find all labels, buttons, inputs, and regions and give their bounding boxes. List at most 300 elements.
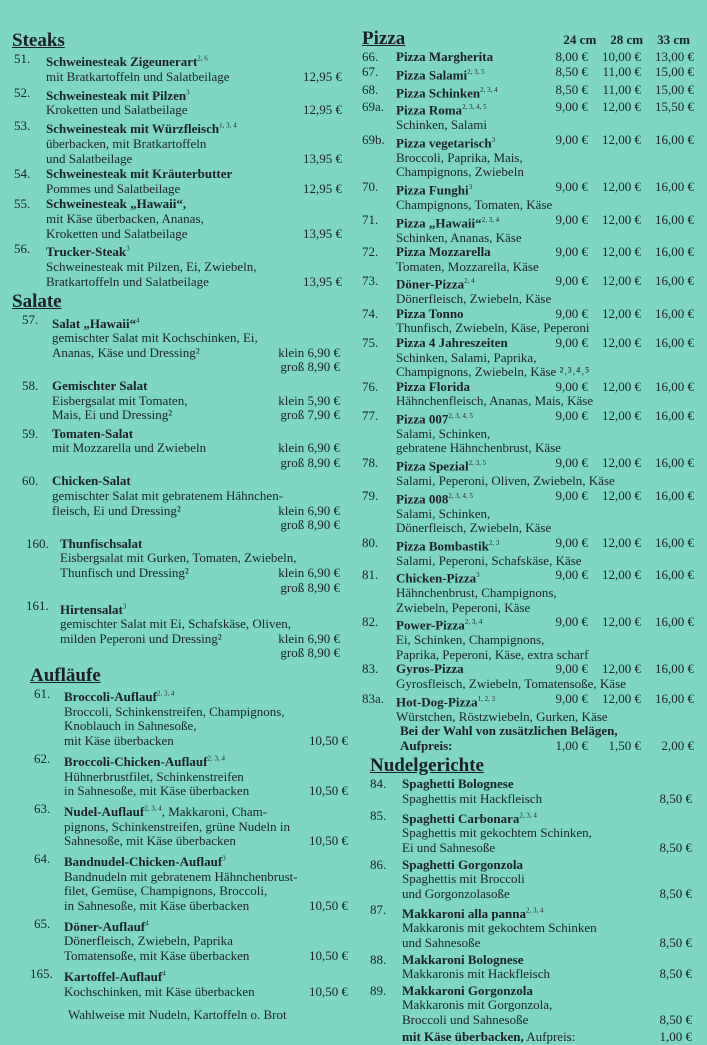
salad-size-line (60, 632, 348, 647)
item-name (402, 906, 544, 921)
item-desc-line (402, 936, 694, 951)
item-desc-line (64, 784, 348, 799)
item-name (52, 316, 140, 331)
item-body (402, 984, 694, 1028)
pizza-prices (535, 65, 694, 83)
item-desc-line (402, 887, 694, 902)
item-desc: Champignons, Zwiebeln (396, 164, 524, 180)
item-price: 16,00 € (655, 487, 694, 503)
item-body (46, 119, 348, 166)
item-name-text: Döner-Auflauf (64, 918, 146, 934)
item-desc-line (46, 103, 348, 118)
item-number: 59. (22, 425, 39, 441)
item-desc-line (64, 949, 348, 964)
item-desc: Champignons, Zwiebeln, Käse ²˒³˒⁴˒⁵ (396, 364, 590, 380)
pizza-prices (535, 133, 694, 151)
item-desc: Sahnesoße, mit Käse überbacken (64, 833, 236, 849)
item-body (64, 852, 348, 914)
item-price: 8,50 € (555, 63, 588, 79)
item-name-text: Pizza Florida (396, 378, 471, 394)
item-number: 65. (34, 915, 51, 931)
size-label: groß (280, 645, 305, 661)
item-price: 12,00 € (602, 273, 641, 289)
item-number: 60. (22, 473, 39, 489)
item-price: 12,00 € (602, 455, 641, 471)
item-desc: Hähnchenfleisch, Ananas, Mais, Käse (396, 393, 594, 409)
item-name-text: Thunfischsalat (60, 535, 143, 551)
menu-item (362, 245, 694, 274)
item-price: 12,00 € (602, 614, 641, 630)
item-desc-line (402, 792, 694, 807)
menu-item (362, 307, 694, 336)
pizza-title-line (396, 536, 694, 554)
item-number: 56. (14, 241, 31, 257)
item-desc-line (46, 275, 348, 290)
item-price: 9,00 € (555, 661, 588, 677)
menu-item (362, 409, 694, 456)
pizza-prices (535, 307, 694, 322)
menu-item (362, 380, 694, 409)
salad-size-line (52, 408, 348, 423)
item-name (46, 121, 237, 136)
item-body (402, 903, 694, 950)
allergen-note: 3 (186, 88, 190, 97)
size-price (280, 408, 340, 423)
allergen-note: 2, 3 (488, 538, 500, 547)
size-price (278, 504, 340, 519)
pizza-prices (535, 336, 694, 351)
menu-item (362, 692, 694, 725)
item-desc-line (46, 70, 348, 85)
menu-item (10, 967, 348, 1000)
size-price (278, 441, 340, 456)
item-desc: Bandnudeln mit gebratenem Hähnchenbrust- (64, 868, 298, 884)
item-body (60, 537, 348, 595)
allergen-note: 1, 2, 3 (477, 694, 496, 703)
item-price: 2,00 € (661, 737, 694, 753)
item-number: 78. (362, 455, 379, 471)
item-desc: Ananas, Käse und Dressing² (52, 344, 200, 360)
item-desc: Hähnchenbrust, Champignons, (396, 585, 557, 601)
salad-size-line (60, 566, 348, 581)
item-price: 16,00 € (655, 378, 694, 394)
item-number: 89. (370, 982, 387, 998)
salad-size-line (60, 581, 348, 596)
allergen-note: 2, 3, 4, 5 (448, 491, 473, 500)
item-body (396, 536, 694, 569)
item-price: 8,50 € (659, 934, 692, 950)
item-number: 160. (26, 535, 49, 551)
item-desc: Eisbergsalat mit Tomaten, (52, 392, 188, 408)
size-price (280, 581, 340, 596)
item-desc: und Sahnesoße (402, 934, 481, 950)
item-name (396, 83, 498, 101)
right-column (362, 28, 694, 1045)
allergen-note: 2, 3, 4 (156, 689, 175, 698)
item-body (396, 50, 694, 65)
item-name (396, 536, 499, 554)
item-number: 161. (26, 598, 49, 614)
item-body (396, 213, 694, 246)
item-price: 9,00 € (555, 179, 588, 195)
size-label: groß (280, 407, 305, 423)
item-desc: Salami, Peperoni, Oliven, Zwiebeln, Käse (396, 472, 615, 488)
item-name (46, 54, 208, 69)
item-desc: Champignons, Tomaten, Käse (396, 196, 553, 212)
item-desc-line (46, 152, 348, 167)
pizza-prices (535, 50, 694, 65)
item-name-text: Pizza Spezial (396, 458, 469, 474)
item-price: 6,90 € (307, 565, 340, 581)
item-desc: Mais, Ei und Dressing² (52, 407, 173, 423)
item-number: 73. (362, 273, 379, 289)
item-price: 13,95 € (303, 273, 342, 289)
menu-item (362, 615, 694, 662)
item-body (396, 336, 694, 380)
extra-label: Aufpreis: (400, 737, 453, 753)
item-desc: Broccoli, Paprika, Mais, (396, 149, 523, 165)
item-name-text: Pizza Bombastik (396, 538, 489, 554)
item-name-text: Makkaroni Bolognese (402, 951, 524, 967)
menu-item (10, 242, 348, 289)
item-price: 6,90 € (307, 344, 340, 360)
item-body (46, 242, 348, 289)
item-name-text: Makkaroni Gorgonzola (402, 982, 533, 998)
menu-item (10, 599, 348, 661)
item-price: 16,00 € (655, 334, 694, 350)
item-body (396, 180, 694, 213)
size-label: klein (278, 502, 305, 518)
section-title-auflaeufe: Aufläufe (30, 664, 101, 686)
item-desc: Ei und Sahnesoße (402, 840, 496, 856)
auflauf-footer-note: Wahlweise mit Nudeln, Kartoffeln o. Brot (68, 1007, 287, 1023)
item-name (396, 489, 473, 507)
pizza-size: 24 cm (563, 32, 597, 47)
item-name (396, 662, 464, 677)
item-number: 76. (362, 378, 379, 394)
item-price: 12,00 € (602, 690, 641, 706)
salad-size-line (52, 346, 348, 361)
menu-item (362, 536, 694, 569)
pizza-title-line (396, 336, 694, 351)
allergen-note: 2, 3, 5 (468, 459, 487, 468)
item-price: 9,00 € (555, 99, 588, 115)
left-column (10, 28, 348, 1023)
item-name (396, 568, 480, 586)
size-label: klein (278, 392, 305, 408)
item-body (396, 65, 694, 83)
item-number: 86. (370, 856, 387, 872)
pizza-prices (535, 409, 694, 427)
item-name-text: Döner-Pizza (396, 276, 465, 292)
item-name (396, 180, 472, 198)
menu-item (362, 83, 694, 101)
item-desc: Pommes und Salatbeilage (46, 180, 181, 196)
item-desc-line (64, 834, 348, 849)
item-name (60, 602, 126, 617)
item-name-text: Schweinesteak mit Würzfleisch (46, 121, 220, 137)
item-name (46, 88, 190, 103)
item-number: 84. (370, 776, 387, 792)
allergen-note: 3 (222, 854, 226, 863)
item-name (46, 196, 186, 211)
item-body (396, 245, 694, 274)
pizza-title-line (396, 213, 694, 231)
item-body (396, 100, 694, 133)
item-body (396, 83, 694, 101)
pizza-title-line (396, 568, 694, 586)
size-price (280, 360, 340, 375)
item-desc: Ei, Schinken, Champignons, (396, 632, 545, 648)
pizza-title-line (396, 662, 694, 677)
item-name-text: Pizza Mozzarella (396, 244, 491, 260)
item-body (396, 568, 694, 615)
item-name-text: Gemischter Salat (52, 377, 148, 393)
item-desc: Kroketten und Salatbeilage (46, 102, 188, 118)
item-number: 51. (14, 51, 31, 66)
item-price: 15,00 € (655, 81, 694, 97)
allergen-note: 4 (136, 316, 140, 325)
extra-toppings-text: Bei der Wahl von zusätzlichen Belägen, (400, 723, 618, 739)
item-desc: mit Mozzarella und Zwiebeln (52, 440, 207, 456)
pizza-title-line (396, 456, 694, 474)
item-price: 9,00 € (555, 407, 588, 423)
item-name-text: Trucker-Steak (46, 244, 127, 260)
item-body (402, 858, 694, 902)
item-price: 16,00 € (655, 567, 694, 583)
item-price: 11,00 € (602, 63, 641, 79)
menu-item (10, 537, 348, 595)
menu-item (362, 489, 694, 536)
pizza-prices (535, 662, 694, 677)
menu-item (362, 456, 694, 489)
item-number: 79. (362, 487, 379, 503)
item-desc: gemischter Salat mit Ei, Schafskäse, Oliven, (60, 616, 292, 632)
allergen-note: 3 (122, 602, 127, 611)
size-price (278, 566, 340, 581)
item-name (396, 336, 508, 351)
item-desc: Dönerfleisch, Zwiebeln, Käse (396, 291, 552, 307)
item-body (64, 917, 348, 964)
item-price: 12,00 € (602, 378, 641, 394)
allergen-note: 2, 3, 4 (481, 215, 500, 224)
item-name (64, 754, 225, 769)
item-body (46, 197, 348, 241)
pizza-title-line (396, 274, 694, 292)
item-desc: mit Käse überbacken (64, 733, 174, 749)
item-price: 1,00 € (555, 737, 588, 753)
pizza-title-line (396, 307, 694, 322)
item-name-text: Chicken-Pizza (396, 570, 477, 586)
menu-item (362, 133, 694, 180)
salad-size-line (52, 518, 348, 533)
item-name (64, 919, 149, 934)
item-number: 88. (370, 951, 387, 967)
item-desc: Eisbergsalat mit Gurken, Tomaten, Zwiebeln, (60, 550, 297, 566)
item-price: 8,90 € (307, 579, 340, 595)
item-name-text: Spaghetti Gorgonzola (402, 856, 523, 872)
item-name-text: Nudel-Auflauf (64, 804, 145, 820)
menu-item (362, 50, 694, 65)
item-desc: Schinken, Ananas, Käse (396, 229, 522, 245)
extra-toppings (400, 724, 694, 753)
item-price: 8,00 € (555, 49, 588, 64)
item-body (64, 687, 348, 749)
item-price: 9,00 € (555, 455, 588, 471)
allergen-note: 4 (162, 969, 166, 978)
item-name-text: Hot-Dog-Pizza (396, 693, 478, 709)
item-desc: Schinken, Salami, Paprika, (396, 349, 537, 365)
pizza-prices (535, 274, 694, 292)
item-number: 69a. (362, 99, 385, 115)
item-price: 16,00 € (655, 690, 694, 706)
item-body (402, 809, 694, 856)
item-price: 12,00 € (602, 99, 641, 115)
item-body (396, 409, 694, 456)
item-desc: Makkaronis mit Gorgonzola, (402, 997, 553, 1013)
item-desc: Würstchen, Röstzwiebeln, Gurken, Käse (396, 708, 608, 724)
size-label: klein (278, 630, 305, 646)
item-body (396, 380, 694, 409)
item-name (64, 804, 267, 819)
item-desc: mit Bratkartoffeln und Salatbeilage (46, 68, 230, 84)
item-body (64, 967, 348, 1000)
item-desc: Paprika, Peperoni, Käse, extra scharf (396, 646, 589, 662)
item-number: 72. (362, 244, 379, 260)
menu-item (10, 917, 348, 964)
item-name (396, 213, 499, 231)
pizza-title-line (396, 100, 694, 118)
item-price: 10,50 € (309, 783, 348, 799)
pizza-prices (535, 489, 694, 507)
item-name (52, 473, 131, 488)
item-desc: gemischter Salat mit gebratenem Hähnchen- (52, 488, 284, 504)
menu-item (10, 752, 348, 799)
item-name-text: Broccoli-Auflauf (64, 689, 157, 705)
item-name (396, 245, 491, 260)
item-body (396, 692, 694, 725)
item-desc: gebratene Hähnchenbrust, Käse (396, 440, 561, 456)
item-body (52, 427, 348, 471)
item-price: 16,00 € (655, 211, 694, 227)
item-price: 12,00 € (602, 661, 641, 677)
item-name (46, 244, 130, 259)
item-price: 8,50 € (555, 81, 588, 97)
item-price: 1,00 € (659, 1029, 692, 1045)
item-desc: in Sahnesoße, mit Käse überbacken (64, 783, 250, 799)
section-title-steaks: Steaks (12, 30, 65, 51)
item-price: 16,00 € (655, 455, 694, 471)
item-body (64, 802, 348, 849)
item-price: 12,00 € (602, 179, 641, 195)
item-desc: Schinken, Salami (396, 117, 487, 133)
item-number: 83a. (362, 690, 385, 706)
item-number: 71. (362, 211, 379, 227)
item-body (402, 953, 694, 982)
cheese-surcharge (402, 1029, 694, 1045)
item-price: 12,00 € (602, 407, 641, 423)
item-price: 8,90 € (307, 517, 340, 533)
item-number: 81. (362, 567, 379, 583)
item-desc: Makkaronis mit Hackfleisch (402, 966, 551, 982)
item-desc: Salami, Schinken, (396, 505, 491, 521)
item-price: 9,00 € (555, 131, 588, 147)
item-name (396, 307, 464, 322)
item-name-text: Spaghetti Bolognese (402, 776, 514, 792)
item-name-text: Tomaten-Salat (52, 425, 134, 441)
section-title-nudeln: Nudelgerichte (370, 755, 484, 777)
pizza-title-line (396, 133, 694, 151)
item-price: 12,00 € (602, 131, 641, 147)
size-label: groß (280, 579, 305, 595)
item-price: 12,95 € (303, 180, 342, 196)
item-desc: Spaghettis mit Hackfleisch (402, 790, 543, 806)
item-name-text: Schweinesteak mit Pilzen (46, 87, 187, 103)
item-name (402, 857, 523, 872)
item-price: 6,90 € (307, 502, 340, 518)
item-body (52, 474, 348, 532)
item-name-text: Pizza Tonno (396, 305, 464, 321)
item-desc: mit Käse überbacken, Ananas, (46, 210, 204, 226)
item-name (402, 952, 523, 967)
item-price: 9,00 € (555, 244, 588, 260)
item-price: 12,00 € (602, 534, 641, 550)
item-price: 10,50 € (309, 983, 348, 999)
item-name (402, 776, 514, 791)
item-name-text: Bandnudel-Chicken-Auflauf (64, 854, 223, 870)
item-body (396, 274, 694, 307)
item-price: 15,00 € (655, 63, 694, 79)
salad-size-line (52, 360, 348, 375)
item-number: 74. (362, 305, 379, 321)
item-desc: Broccoli, Schinkenstreifen, Champignons, (64, 703, 285, 719)
item-price: 16,00 € (655, 661, 694, 677)
menu-item (10, 474, 348, 532)
item-name-text: Schweinesteak „Hawaii“, (46, 196, 187, 212)
item-desc-line (46, 227, 348, 242)
item-number: 53. (14, 118, 31, 134)
item-name-tail: , Makkaroni, Cham- (161, 804, 268, 820)
item-price: 8,50 € (659, 840, 692, 856)
allergen-note: 3 (468, 183, 473, 192)
item-price: 12,00 € (602, 211, 641, 227)
item-name (396, 100, 487, 118)
item-name-text: Kartoffel-Auflauf (64, 969, 163, 984)
item-body (52, 313, 348, 375)
item-name-text: Pizza Margherita (396, 49, 494, 64)
allergen-note: 2, 3, 4 (144, 804, 162, 813)
item-name (402, 811, 537, 826)
allergen-note: 2, 3, 5 (467, 67, 485, 76)
item-name-text: Chicken-Salat (52, 473, 131, 489)
allergen-note: 4 (145, 919, 149, 928)
item-price: 6,90 € (307, 440, 340, 456)
item-body (64, 752, 348, 799)
item-number: 55. (14, 196, 31, 212)
menu-item (362, 100, 694, 133)
item-name-text: Gyros-Pizza (396, 661, 464, 677)
section-title-salate: Salate (12, 291, 62, 313)
pizza-prices (535, 100, 694, 118)
item-price: 15,50 € (655, 99, 694, 115)
allergen-note: 2, 3, 4, 5 (448, 411, 473, 420)
item-body (396, 133, 694, 180)
menu-item (362, 809, 694, 856)
item-name-text: Pizza 007 (396, 411, 449, 427)
pizza-prices (535, 692, 694, 710)
size-label: groß (280, 359, 305, 375)
item-number: 67. (362, 63, 379, 79)
